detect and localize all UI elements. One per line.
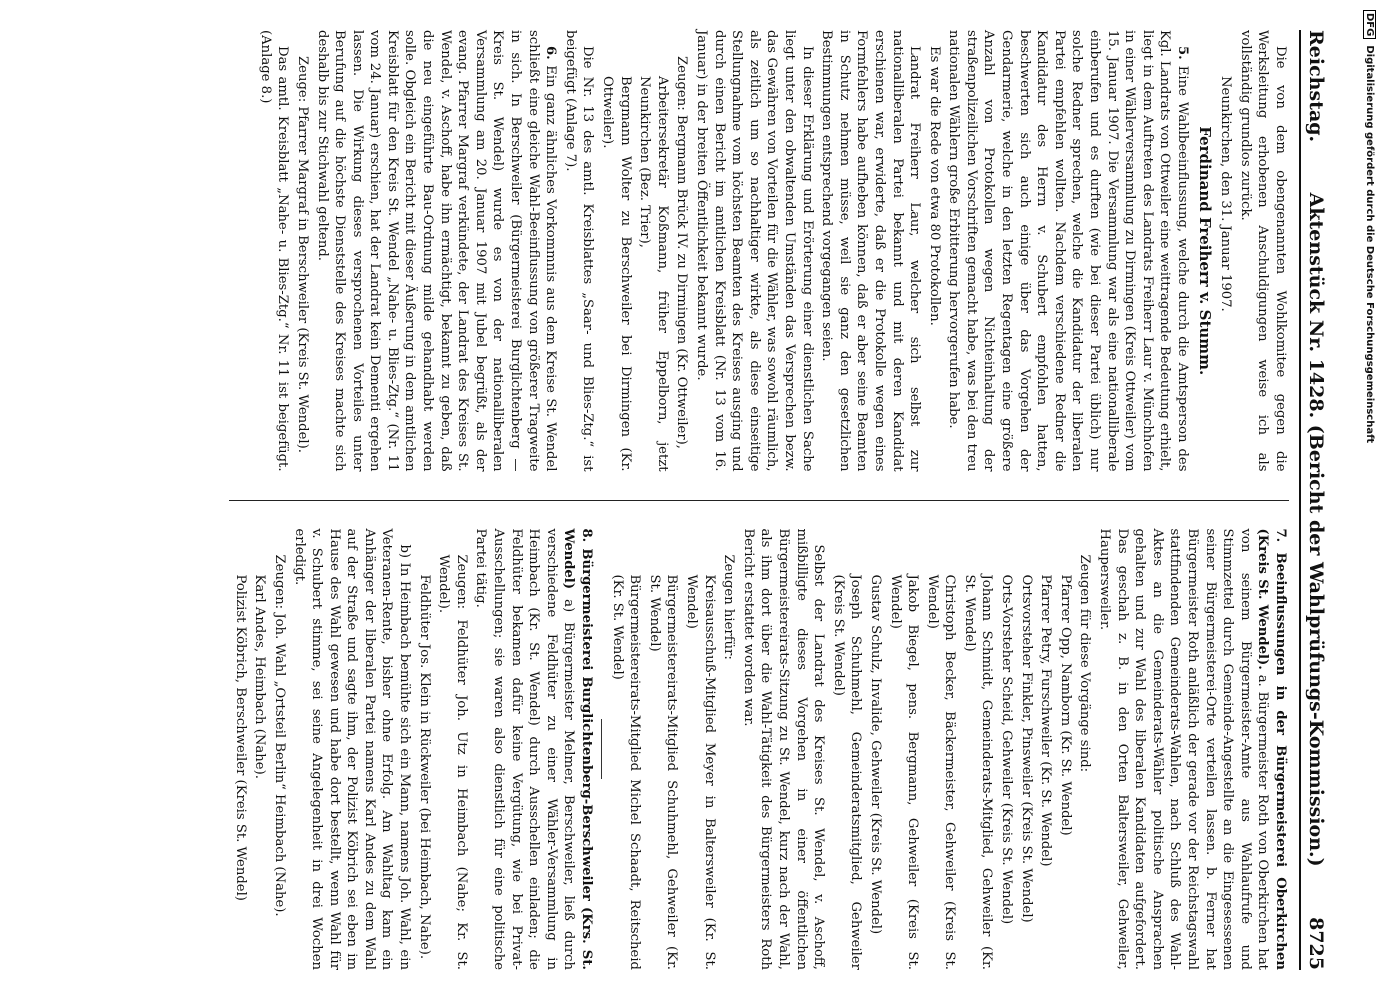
funding-text: Digitalisierung gefördert durch die Deutsche Forschungsgemeinschaft bbox=[1364, 45, 1375, 444]
s7-witness-4: Orts-Vorsteher Scheid, Gehweiler (Kreis St. Wendel) bbox=[999, 574, 1015, 925]
s8-witness-4: Karl Andes, Heimbach (Nahe). bbox=[252, 574, 268, 779]
column-divider bbox=[229, 500, 1289, 501]
s8-witness-2: Feldhüter Jos. Klein in Rückweiler (bei Heimbach, Nahe). bbox=[416, 574, 432, 960]
s7-witness-8: Gustav Schulz, Invalide, Gehweiler (Kreis St. Wendel) bbox=[867, 574, 883, 935]
place-date: Neunkirchen, den 31. Januar 1907. bbox=[1218, 76, 1234, 312]
section-8-title: 8. Bürgermeisterei Burglichtenberg-Berschweiler (Krs. St. Wendel) bbox=[561, 528, 595, 970]
s6-p1: Ein ganz ähnliches Vorkommnis aus dem Kreise St. Wendel schließt eine gleiche Wahl-Beeinflussung von größerer Tragweite in sich. In Berschweiler (Bürgermeisterei Burglichtenberg — Kreis St. Wendel) wurde es von der nationalliberalen Versammlung am 20. Januar 1907 mit Jubel begrüßt, als der evang. Pfarrer Margraf verkündete, der Landrat des Kreises St. Wendel, v. Aschoff, habe ihn ermächtigt, bekannt zu geben, daß die neu eingeführte Bau-Ordnung milde gehandhabt werden solle. Obgleich ein Bericht mit dieser Äußerung in dem amtlichen Kreisblatt für den Kreis St. Wendel „Nahe- u. Blies-Ztg.“ (Nr. 11 vom 24. Januar) erschien, hat der Landrat kein Dementi ergehen lassen. Die Wirkung dieses versprochenen Vorteiles unter Berufung auf die höchste Dienststelle des Kreises machte sich deshalb bis zur Stichwahl geltend. bbox=[314, 30, 559, 472]
dfg-badge: DFG bbox=[1363, 10, 1376, 39]
s8-p1: a) Bürgermeister Melmer, Berschweiler, ließ durch verschiedene Feldhüter zu einer Wähler-Versammlung in Heimbach (Kr. St. Wendel) durch Ausschellen einladen; die Feldhüter bekamen dafür keine Vergütung, wie bei Privat-Ausschellungen; sie waren also dienstlich für eine politische Partei tätig. bbox=[473, 528, 577, 970]
s7-witness2-intro: Zeugen hierfür: bbox=[721, 554, 737, 660]
s8-witness-5: Polizist Köbrich, Berschweiler (Kreis St. Wendel) bbox=[232, 574, 248, 901]
page-header bbox=[1299, 30, 1327, 970]
section-7-title: 7. Beeinflussungen in der Bürgermeisterei Oberkirchen (Kreis St. Wendel). bbox=[1255, 528, 1288, 970]
s7-witness-5: Johann Schmidt, Gemeinderats-Mitglied, Gehweiler (Kr. St. Wendel) bbox=[961, 574, 995, 970]
rotated-page bbox=[45, 0, 1345, 1000]
s7-witness-6: Christoph Becker, Bäckermeister, Gehweiler (Kreis St. Wendel) bbox=[924, 574, 958, 970]
section-5-number: 5. bbox=[1175, 46, 1191, 60]
s7-witness-intro: Zeugen für diese Vorgänge sind: bbox=[1077, 554, 1093, 773]
s5-witness-3: Bergmann Wolter zu Berschweiler bei Dirmingen (Kr. Ottweiler). bbox=[600, 76, 633, 472]
s7-witness-7: Jakob Biegel, pens. Bergmann, Gehweiler (Kreis St. Wendel) bbox=[887, 574, 921, 970]
section-rule bbox=[601, 719, 602, 779]
header-left: Reichstag. bbox=[1305, 30, 1327, 143]
s7-p1: a. Bürgermeister Roth von Oberkirchen hat von seinem Bürgermeister-Amte aus Wahlaufrufe und Stimmzettel durch Gemeinde-Angestellte an die Eingesessenen seiner Bürgermeisterei-Orte verteilen lassen. b. Ferner hat Bürgermeister Roth anläßlich der gerade vor der Reichstagswahl stattfindenden Gemeinderats-Wahlen, nach Schluß des Wahl-Aktes an die Gemeinderats-Wähler politische Ansprachen gehalten und zur Wahl des liberalen Kandidaten aufgefordert. Das geschah z. B. in den Orten Baltersweiler, Gehweiler, Haupersweiler. bbox=[1097, 528, 1271, 970]
left-column bbox=[229, 30, 1289, 472]
right-column bbox=[229, 528, 1289, 970]
s7-p2: Selbst der Landrat des Kreises St. Wendel, v. Aschoff, mißbilligte dieses Vorgehen in einer öffentlichen Bürgermeistereirats-Sitzung zu St. Wendel, kurz nach der Wahl, als ihm dort über die Wahl-Tätigkeit des Bürgermeisters Roth Bericht erstattet worden war. bbox=[740, 528, 827, 970]
s7-witness-2: Pfarrer Petry, Furschweiler (Kr. St. Wendel) bbox=[1038, 574, 1054, 867]
s5-p1: Eine Wahlbeeinflussung, welche durch die Amtsperson des Kgl. Landrats von Ottweiler eine weittragende Bedeutung erhielt, liegt in dem Auftreten des Landrats Freiherr Laur v. Münchhofen in einer Wählerversammlung zu Dirmingen (Kreis Ottweiler) vom 15. Januar 1907. Die Versammlung war als eine nationalliberale einberufen und es durften (wie bei dieser Partei üblich) nur solche Redner sprechen, welche die Kandidatur der liberalen Partei empfehlen wollten. Nachdem verschiedene Redner die Kandidatur des Herrn v. Schubert empfohlen hatten, beschwerten sich auch einige über das Vorgehen der Gendarmerie, welche in den letzten Regentagen eine größere Anzahl von Protokollen wegen Nichteinhaltung der straßenpolizeilichen Vorschriften gemacht habe, was bei den treu nationalen Wählern große Erbitterung hervorgerufen habe. bbox=[946, 30, 1191, 472]
s7-witness-3: Ortsvorsteher Finkler, Pinsweiler (Kreis St. Wendel) bbox=[1018, 574, 1034, 923]
s5-p3: Landrat Freiherr Laur, welcher sich selbst zur nationalliberalen Partei bekannt und mit deren Kandidat erschienen war, erwiderte, daß er die Protokolle wegen eines Formfehlers habe aufheben können, daß er aber seine Beamten in Schutz nehmen müsse, weil sie ganz den gesetzlichen Bestimmungen entsprechend vorgegangen seien. bbox=[819, 30, 923, 472]
s7-witness2-1: Kreisausschuß-Mitglied Meyer in Baltersweiler (Kr. St. Wendel) bbox=[684, 574, 717, 970]
s5-p5: Die Nr. 13 des amtl. Kreisblattes „Saar- und Blies-Ztg.“ ist beigefügt (Anlage 7). bbox=[562, 30, 596, 472]
s7-witness2-2: Bürgermeistereirats-Mitglied Schuhmehl, Gehweiler (Kr. St. Wendel) bbox=[646, 574, 680, 970]
s5-witness-2: Arbeitersekretär Koßmann, früher Eppelborn, jetzt Neunkirchen (Bez. Trier), bbox=[637, 76, 670, 472]
s7-witness-9: Joseph Schuhmehl, Gemeinderatsmitglied, Gehweiler (Kreis St. Wendel) bbox=[830, 574, 864, 970]
s6-p2: Das amtl. Kreisblatt „Nahe- u. Blies-Ztg.“ Nr. 11 ist beigefügt. (Anlage 8.) bbox=[257, 30, 291, 472]
section-6-number: 6. bbox=[543, 46, 559, 60]
header-title: Aktenstück Nr. 1428. (Bericht der Wahlprüfungs-Kommission.) bbox=[1305, 192, 1327, 867]
s8-witness-1: Zeugen: Feldhüter Joh. Utz in Heimbach (Nahe; Kr. St. Wendel). bbox=[436, 554, 469, 970]
s5-p4: In dieser Erklärung und Erörterung einer dienstlichen Sache liegt unter den obwaltenden Umständen das Versprechen bezw. das Gewähren von Vorteilen für die Wähler, was sowohl räumlich, als zeitlich um so nachhaltiger wirkte, als diese einseitige Stellungnahme vom höchsten Beamten des Kreises ausging und durch einen Bericht im amtlichen Kreisblatt (Nr. 13 vom 16. Januar) in der breiten Öffentlichkeit bekannt wurde. bbox=[694, 30, 815, 472]
s8-p2: b) In Heimbach bemühte sich ein Mann, namens Joh. Wahl, ein Veteranen-Rente, bisher ohne Erfolg. Am Wahltag kam ein Anhänger der liberalen Partei namens Karl Andes zu dem Wahl auf der Straße und sagte ihm, der Polizist Köbrich sei eben im Hause des Wahl gewesen und habe dort bestellt, wenn Wahl für v. Schubert stimme, sei seine Angelegenheit in drei Wochen erledigt. bbox=[291, 528, 413, 970]
funding-note bbox=[1355, 10, 1375, 990]
s7-witness-1: Pfarrer Opp, Namborn (Kr. St. Wendel) bbox=[1057, 574, 1073, 836]
s8-witness-3: Zeugen: Joh. Wahl „Ortsteil Berlin“ Heimbach (Nahe). bbox=[271, 554, 287, 917]
columns bbox=[229, 30, 1289, 970]
s5-p2: Es war die Rede von etwa 80 Protokollen. bbox=[926, 46, 942, 326]
s5-witness-1: Zeugen: Bergmann Brück IV. zu Dirmingen (Kr. Ottweiler), bbox=[674, 56, 690, 449]
s6-witness: Zeuge: Pfarrer Margraf in Berschweiler (Kreis St. Wendel). bbox=[294, 56, 310, 453]
s7-witness2-3: Bürgermeistereirats-Mitglied Michel Schaadt, Reitscheid (Kr. St. Wendel) bbox=[609, 574, 643, 970]
signature: Ferdinand Freiherr v. Stumm. bbox=[1195, 126, 1214, 376]
page-number: 8725 bbox=[1305, 917, 1327, 970]
intro: Die von dem obengenannten Wohlkomitee gegen die Werksleitung erhobenen Anschuldigungen weise ich als vollständig grundlos zurück. bbox=[1237, 30, 1288, 472]
funding-sidebar bbox=[1355, 10, 1377, 990]
